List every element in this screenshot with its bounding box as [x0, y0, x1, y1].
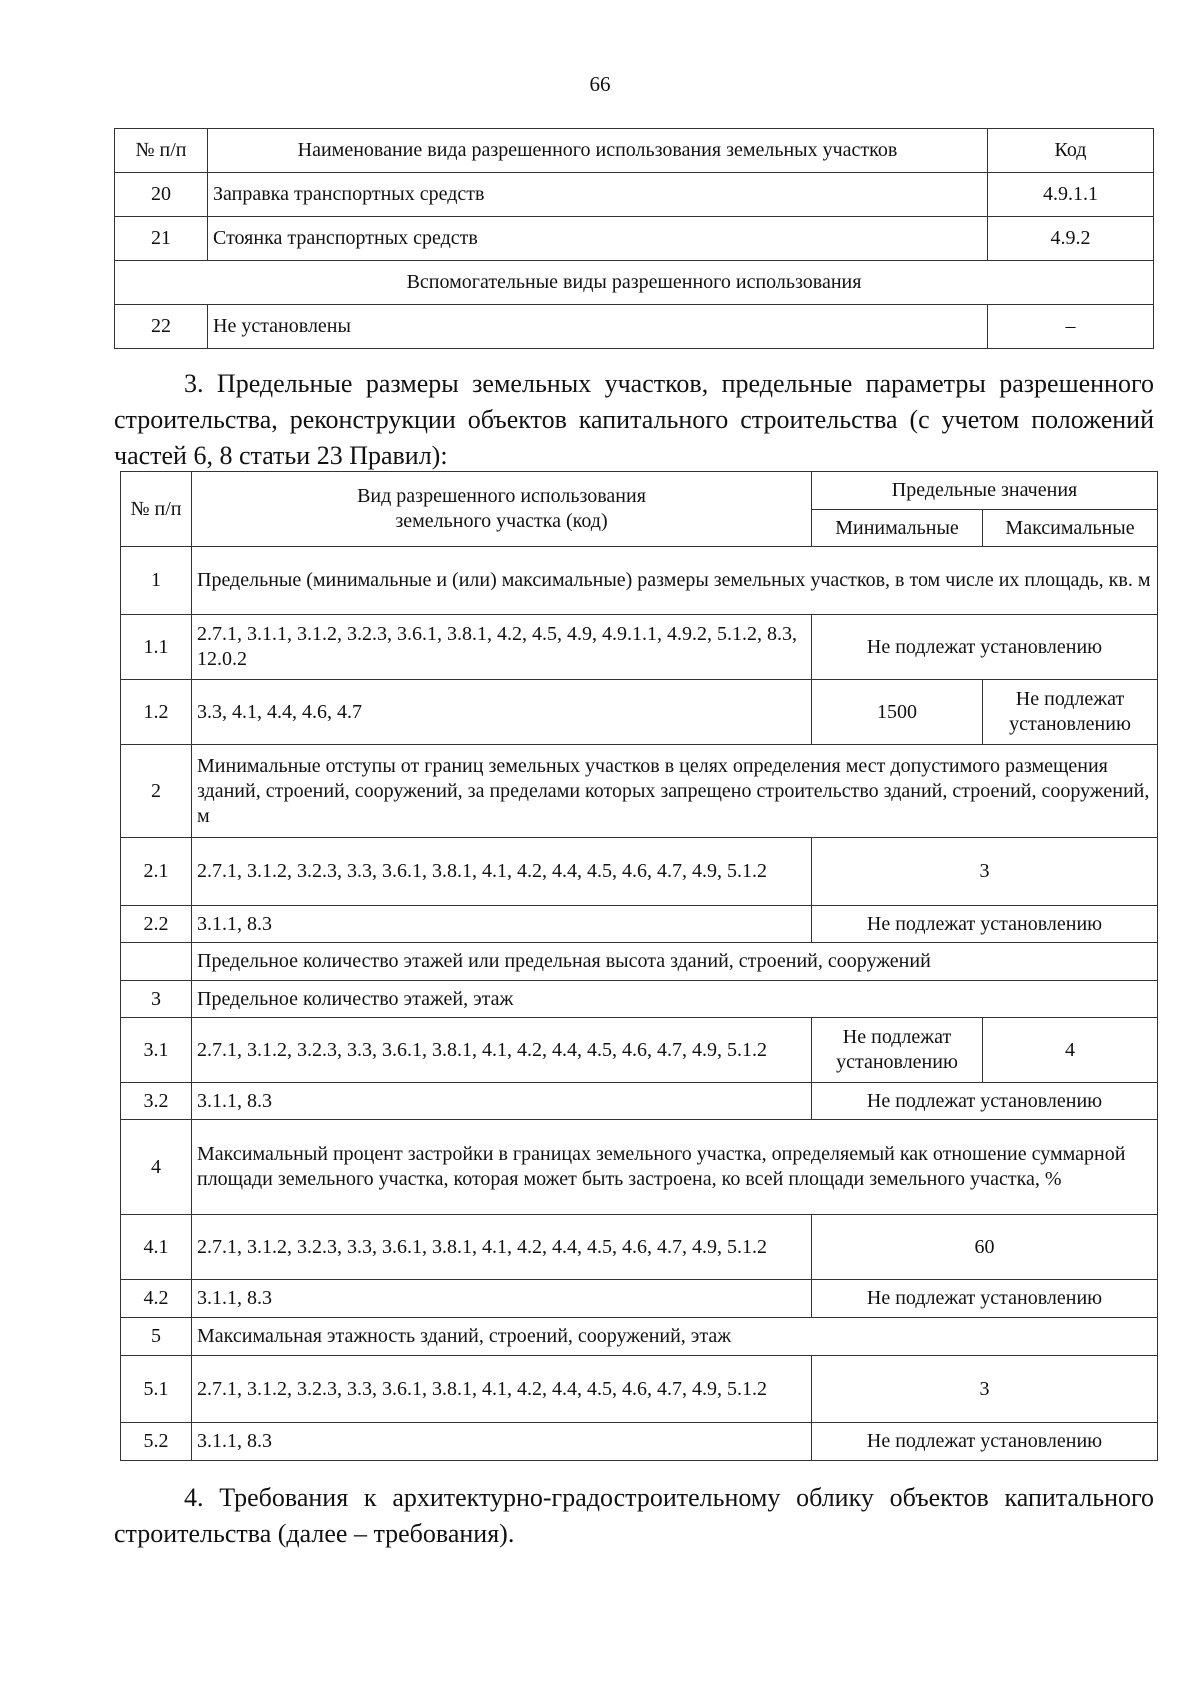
row-num: 5.2 [121, 1423, 192, 1461]
section-title: Максимальная этажность зданий, строений, сооружений, этаж [192, 1318, 1158, 1356]
table-row [115, 305, 1154, 349]
table-row [121, 1423, 1158, 1461]
row-value: 3 [812, 838, 1158, 906]
row-codes: 3.1.1, 8.3 [192, 1083, 812, 1120]
row-value: Не подлежат установлению [812, 906, 1158, 943]
table-row [121, 1356, 1158, 1423]
row-num: 3.2 [121, 1083, 192, 1120]
header-min: Минимальные [812, 510, 983, 547]
row-num: 1.1 [121, 615, 192, 680]
paragraph-4: 4. Требования к архитектурно-градостроительному облику объектов капитального строительства (далее – требования). [114, 1483, 1154, 1548]
row-codes: 3.3, 4.1, 4.4, 4.6, 4.7 [192, 680, 812, 745]
row-codes: 3.1.1, 8.3 [192, 906, 812, 943]
header-code: Код [988, 129, 1154, 173]
row-num: 3.1 [121, 1018, 192, 1083]
row-name: Стоянка транспортных средств [208, 217, 988, 261]
section-title: Предельное количество этажей или предельная высота зданий, строений, сооружений [192, 943, 1158, 981]
row-num: 1 [121, 547, 192, 615]
row-num: 21 [115, 217, 208, 261]
row-codes: 2.7.1, 3.1.2, 3.2.3, 3.3, 3.6.1, 3.8.1, 4.1, 4.2, 4.4, 4.5, 4.6, 4.7, 4.9, 5.1.2 [192, 1215, 812, 1280]
row-value: Не подлежат установлению [812, 1423, 1158, 1461]
row-num: 20 [115, 173, 208, 217]
row-value: 3 [812, 1356, 1158, 1423]
row-value: 60 [812, 1215, 1158, 1280]
row-num: 3 [121, 981, 192, 1018]
row-value: Не подлежат установлению [812, 1280, 1158, 1318]
row-codes: 2.7.1, 3.1.2, 3.2.3, 3.3, 3.6.1, 3.8.1, 4.1, 4.2, 4.4, 4.5, 4.6, 4.7, 4.9, 5.1.2 [192, 838, 812, 906]
row-name: Заправка транспортных средств [208, 173, 988, 217]
limits-table [120, 471, 1158, 1461]
row-code: 4.9.1.1 [988, 173, 1154, 217]
row-min: 1500 [812, 680, 983, 745]
row-code: 4.9.2 [988, 217, 1154, 261]
row-codes: 2.7.1, 3.1.2, 3.2.3, 3.3, 3.6.1, 3.8.1, 4.1, 4.2, 4.4, 4.5, 4.6, 4.7, 4.9, 5.1.2 [192, 1356, 812, 1423]
table-header-row [121, 472, 1158, 510]
table-row [121, 745, 1158, 838]
section-title: Минимальные отступы от границ земельных участков в целях определения мест допустимого размещения зданий, строений, сооружений, за пределами которых запрещено строительство зданий, строений, сооружений, м [192, 745, 1158, 838]
row-num: 1.2 [121, 680, 192, 745]
header-max: Максимальные [983, 510, 1158, 547]
row-num: 5.1 [121, 1356, 192, 1423]
section-title: Максимальный процент застройки в границах земельного участка, определяемый как отношение суммарной площади земельного участка, которая может быть застроена, ко всей площади земельного участка, % [192, 1120, 1158, 1215]
header-limits: Предельные значения [812, 472, 1158, 510]
row-num [121, 943, 192, 981]
row-num: 2 [121, 745, 192, 838]
row-num: 4.2 [121, 1280, 192, 1318]
header-num: № п/п [115, 129, 208, 173]
row-num: 4 [121, 1120, 192, 1215]
table-row [121, 906, 1158, 943]
table-row [121, 1280, 1158, 1318]
row-codes: 2.7.1, 3.1.1, 3.1.2, 3.2.3, 3.6.1, 3.8.1, 4.2, 4.5, 4.9, 4.9.1.1, 4.9.2, 5.1.2, 8.3, 12.0.2 [192, 615, 812, 680]
permitted-use-table [114, 128, 1154, 349]
row-num: 5 [121, 1318, 192, 1356]
page-number: 66 [589, 72, 611, 96]
row-codes: 3.1.1, 8.3 [192, 1423, 812, 1461]
row-num: 2.1 [121, 838, 192, 906]
row-name: Не установлены [208, 305, 988, 349]
row-num: 4.1 [121, 1215, 192, 1280]
row-num: 2.2 [121, 906, 192, 943]
row-value: Не подлежат установлению [812, 1083, 1158, 1120]
table-row [121, 615, 1158, 680]
table-row [121, 943, 1158, 981]
table-row [121, 1120, 1158, 1215]
table-row [115, 217, 1154, 261]
table-row [121, 680, 1158, 745]
row-min: Не подлежат установлению [812, 1018, 983, 1083]
table-row [121, 981, 1158, 1018]
table-row [121, 1215, 1158, 1280]
table-row [115, 173, 1154, 217]
section-title: Предельное количество этажей, этаж [192, 981, 1158, 1018]
table-row [121, 1318, 1158, 1356]
row-codes: 2.7.1, 3.1.2, 3.2.3, 3.3, 3.6.1, 3.8.1, 4.1, 4.2, 4.4, 4.5, 4.6, 4.7, 4.9, 5.1.2 [192, 1018, 812, 1083]
row-code: – [988, 305, 1154, 349]
table-row [121, 547, 1158, 615]
row-max: 4 [983, 1018, 1158, 1083]
header-num: № п/п [121, 472, 192, 547]
section-row [115, 261, 1154, 305]
header-type: Вид разрешенного использования земельного участка (код) [192, 472, 812, 547]
paragraph-3: 3. Предельные размеры земельных участков, предельные параметры разрешенного строительства, реконструкции объектов капитального строительства (с учетом положений частей 6, 8 статьи 23 Правил): [114, 369, 1154, 470]
table-header-row [115, 129, 1154, 173]
table-row [121, 1018, 1158, 1083]
header-name: Наименование вида разрешенного использования земельных участков [208, 129, 988, 173]
row-value: Не подлежат установлению [812, 615, 1158, 680]
table-row [121, 838, 1158, 906]
row-max: Не подлежат установлению [983, 680, 1158, 745]
table-row [121, 1083, 1158, 1120]
row-num: 22 [115, 305, 208, 349]
row-codes: 3.1.1, 8.3 [192, 1280, 812, 1318]
section-title: Вспомогательные виды разрешенного использования [115, 261, 1154, 305]
section-title: Предельные (минимальные и (или) максимальные) размеры земельных участков, в том числе их площадь, кв. м [192, 547, 1158, 615]
